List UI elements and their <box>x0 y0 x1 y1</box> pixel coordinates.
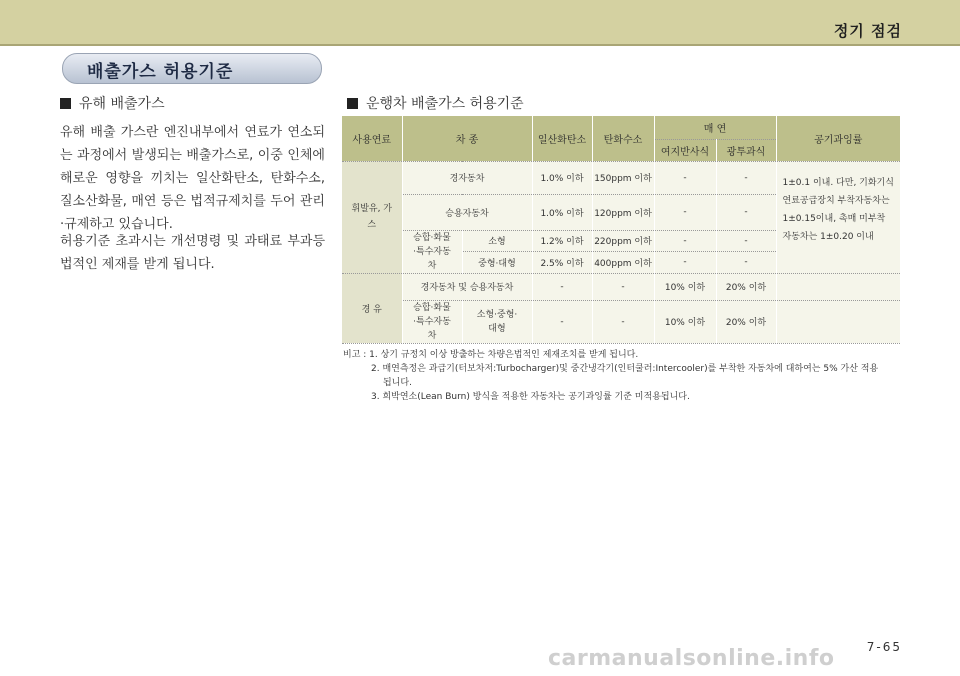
left-paragraph-2: 허용기준 초과시는 개선명령 및 과태료 부과등 법적인 제재를 받게 됩니다. <box>60 234 325 272</box>
table-row: 승합·화물·특수자동차 소형·중형·대형 - - 10% 이하 20% 이하 <box>342 300 900 343</box>
header-smoke-transmit: 광투과식 <box>716 139 776 161</box>
header-excess-air: 공기과잉률 <box>776 116 900 161</box>
page-title-pill <box>62 53 322 84</box>
emission-standards-table <box>342 116 900 344</box>
section-title: 정기 점검 <box>833 22 902 40</box>
note-line: 됩니다. <box>383 378 412 388</box>
table-row: 승합·화물·특수자동차 소형 1.2% 이하 220ppm 이하 - - <box>342 230 900 252</box>
page-number: 7-65 <box>866 640 902 654</box>
header-fuel: 사용연료 <box>342 116 402 161</box>
excess-air-note: 1±0.1 이내. 다만, 기화기식 연료공급장치 부착자동차는 1±0.15이내, 촉매 미부착 자동차는 1±0.20 이내 <box>776 161 900 273</box>
table-row: 승용자동차 1.0% 이하 120ppm 이하 - - <box>342 194 900 230</box>
header-bar <box>0 0 960 44</box>
header-hc: 탄화수소 <box>592 116 654 161</box>
note-line: 2. 매연측정은 과급기(터보차저:Turbocharger)및 중간냉각기(인터쿨러:Intercooler)를 부착한 자동차에 대하여는 5% 가산 적용 <box>371 364 879 374</box>
square-bullet-icon <box>60 98 71 109</box>
left-heading: 유해 배출가스 <box>60 93 165 113</box>
square-bullet-icon <box>347 98 358 109</box>
note-line: 비고 : 1. 상기 규정치 이상 방출하는 차량은법적인 제재조치를 받게 됩니다. <box>343 350 639 360</box>
left-paragraph-1: 유해 배출 가스란 엔진내부에서 연료가 연소되는 과정에서 발생되는 배출가스로, 이중 인체에 해로운 영향을 끼치는 일산화탄소, 탄화수소, 질소산화물, 매연 등은 법적규제치를 두어 관리·규제하고 있습니다. <box>60 125 325 232</box>
table-row: 휘발유, 가스 경자동차 1.0% 이하 150ppm 이하 - - 1±0.1 이내. 다만, 기화기식 연료공급장치 부착자동차는 1±0.15이내, 촉매 미부착 자동차는 1±0.20 이내 <box>342 161 900 194</box>
fuel-gasoline-gas: 휘발유, 가스 <box>342 161 402 273</box>
header-vehicle-type: 차 종 <box>402 116 532 161</box>
watermark: carmanualsonline.info <box>548 646 835 671</box>
table-row: 경 유 경자동차 및 승용자동차 - - 10% 이하 20% 이하 <box>342 273 900 300</box>
table-notes <box>343 348 878 404</box>
header-smoke: 매 연 <box>654 116 776 139</box>
note-line: 3. 희박연소(Lean Burn) 방식을 적용한 자동차는 공기과잉률 기준 미적용됩니다. <box>371 392 690 402</box>
header-smoke-reflect: 여지반사식 <box>654 139 716 161</box>
fuel-diesel: 경 유 <box>342 273 402 343</box>
table-row: 중형·대형 2.5% 이하 400ppm 이하 - - <box>342 252 900 274</box>
header-co: 일산화탄소 <box>532 116 592 161</box>
page-title: 배출가스 허용기준 <box>87 62 234 82</box>
right-heading: 운행차 배출가스 허용기준 <box>347 93 524 113</box>
header-divider <box>0 44 960 46</box>
